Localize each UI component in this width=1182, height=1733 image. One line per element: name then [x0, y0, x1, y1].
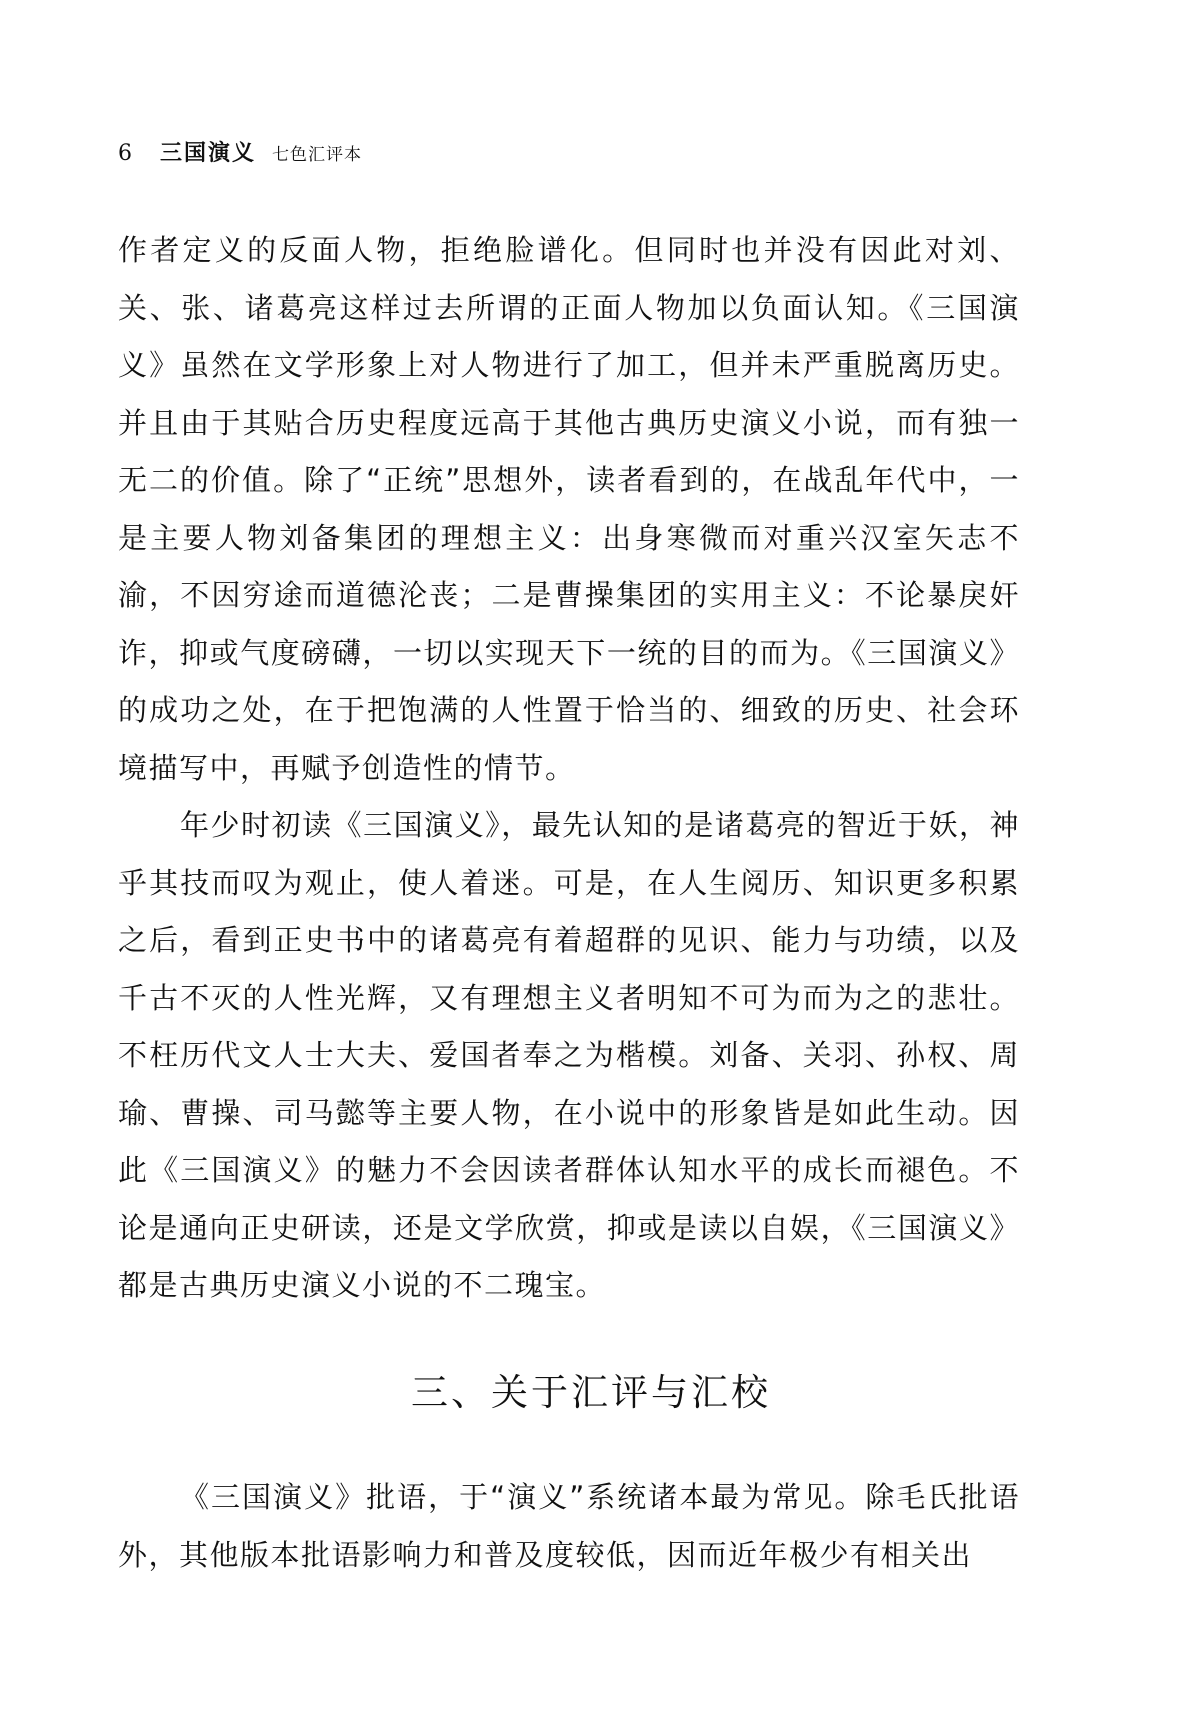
page-number: 6	[118, 141, 132, 166]
section-heading: 三、关于汇评与汇校	[411, 1371, 771, 1414]
paragraph: 《三国演义》批语，于“演义”系统诸本最为常见。除毛氏批语外，其他版本批语影响力和普及度较低，因而近年极少有相关出	[118, 1480, 1020, 1572]
running-header	[118, 136, 362, 168]
book-title: 三国演义	[160, 141, 257, 166]
body-text-block	[118, 222, 1020, 1315]
paragraph-continued: 作者定义的反面人物，拒绝脸谱化。但同时也并没有因此对刘、关、张、诸葛亮这样过去所谓的正面人物加以负面认知。《三国演义》虽然在文学形象上对人物进行了加工，但并未严重脱离历史。并且由于其贴合历史程度远高于其他古典历史演义小说，而有独一无二的价值。除了“正统”思想外，读者看到的，在战乱年代中，一是主要人物刘备集团的理想主义：出身寒微而对重兴汉室矢志不渝，不因穷途而道德沦丧；二是曹操集团的实用主义：不论暴戾奸诈，抑或气度磅礴，一切以实现天下一统的目的而为。《三国演义》的成功之处，在于把饱满的人性置于恰当的、细致的历史、社会环境描写中，再赋予创造性的情节。	[118, 233, 1020, 785]
body-text-block	[118, 1469, 1020, 1584]
paragraph: 年少时初读《三国演义》，最先认知的是诸葛亮的智近于妖，神乎其技而叹为观止，使人着迷。可是，在人生阅历、知识更多积累之后，看到正史书中的诸葛亮有着超群的见识、能力与功绩，以及千古不灭的人性光辉，又有理想主义者明知不可为而为之的悲壮。不枉历代文人士大夫、爱国者奉之为楷模。刘备、关羽、孙权、周瑜、曹操、司马懿等主要人物，在小说中的形象皆是如此生动。因此《三国演义》的魅力不会因读者群体认知水平的成长而褪色。不论是通向正史研读，还是文学欣赏，抑或是读以自娱，《三国演义》都是古典历史演义小说的不二瑰宝。	[118, 808, 1020, 1302]
edition-label: 七色汇评本	[272, 145, 363, 165]
